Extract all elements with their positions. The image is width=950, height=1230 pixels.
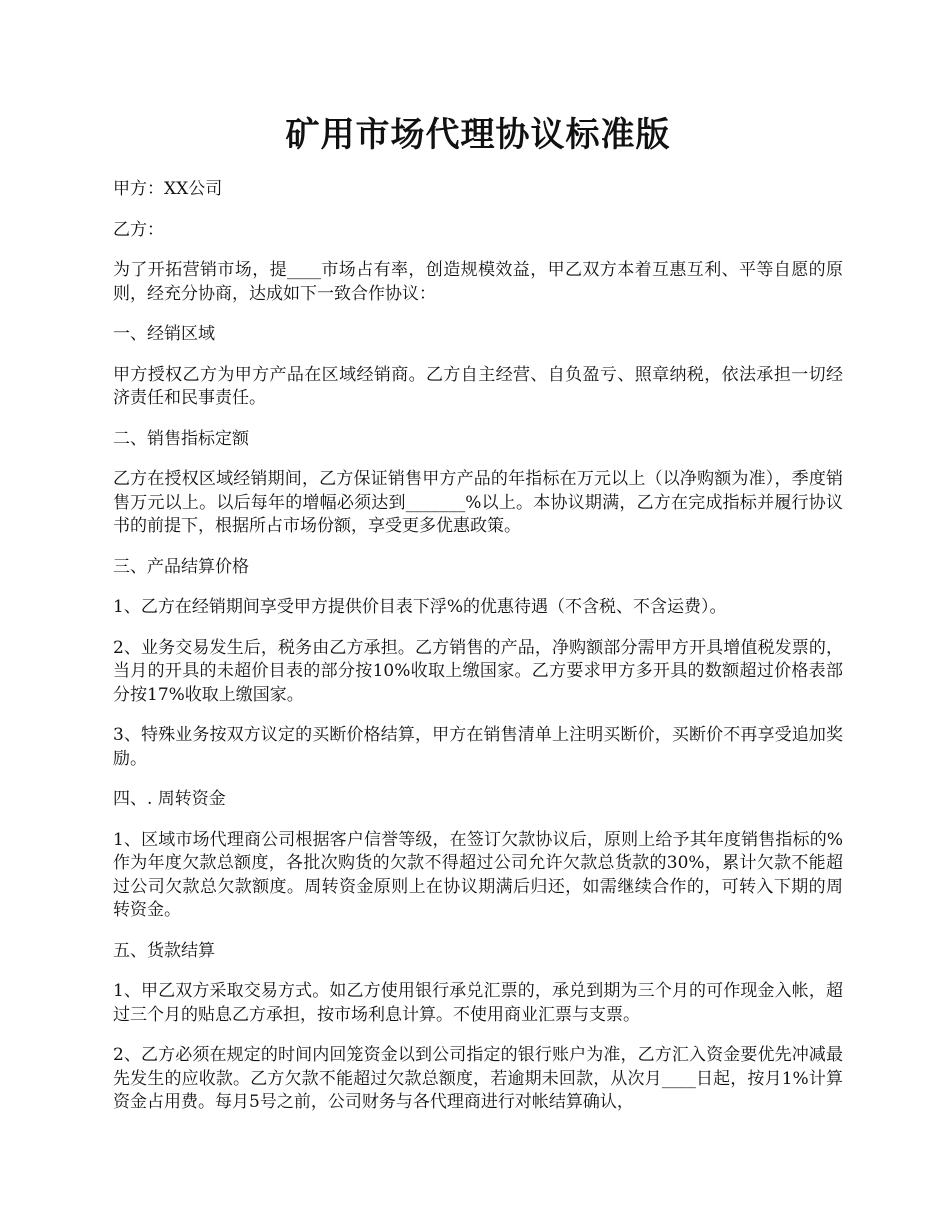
section-heading: 五、货款结算	[113, 940, 215, 961]
document-body	[113, 178, 843, 1132]
section-heading: 三、产品结算价格	[113, 556, 249, 577]
section-paragraph: 1、乙方在经销期间享受甲方提供价目表下浮%的优惠待遇（不含税、不含运费）。	[113, 597, 727, 617]
section-paragraph: 2、业务交易发生后，税务由乙方承担。乙方销售的产品，净购额部分需甲方开具增值税发票的，当月的开具的未超价目表的部分按10%收取上缴国家。乙方要求甲方多开具的数额超过价格表部分按17%收取上缴国家。	[113, 637, 843, 705]
section-paragraph: 乙方在授权区域经销期间，乙方保证销售甲方产品的年指标在万元以上（以净购额为准），季度销售万元以上。以后每年的增幅必须达到_______%以上。本协议期满，乙方在完成指标并履行协议书的前提下，根据所占市场份额，享受更多优惠政策。	[113, 469, 843, 536]
section-paragraph: 3、特殊业务按双方议定的买断价格结算，甲方在销售清单上注明买断价，买断价不再享受追加奖励。	[113, 725, 843, 769]
section-heading: 四、. 周转资金	[113, 789, 226, 809]
section-paragraph: 2、乙方必须在规定的时间内回笼资金以到公司指定的银行账户为准，乙方汇入资金要优先冲减最先发生的应收款。乙方欠款不能超过欠款总额度，若逾期未回款，从次月____日起，按月1%计算资金占用费。每月5号之前，公司财务与各代理商进行对帐结算确认，	[113, 1045, 843, 1112]
section-heading: 一、经销区域	[113, 324, 215, 344]
page-title: 矿用市场代理协议标准版	[285, 115, 671, 155]
party-b-line: 乙方：	[113, 219, 164, 240]
intro-paragraph: 为了开拓营销市场，提____市场占有率，创造规模效益，甲乙双方本着互惠互利、平等自愿的原则，经充分协商，达成如下一致合作协议：	[113, 260, 843, 304]
section-paragraph: 甲方授权乙方为甲方产品在区域经销商。乙方自主经营、自负盈亏、照章纳税，依法承担一切经济责任和民事责任。	[113, 364, 843, 408]
section-heading: 二、销售指标定额	[113, 428, 249, 449]
party-a-line: 甲方：XX公司	[113, 179, 223, 199]
section-paragraph: 1、区域市场代理商公司根据客户信誉等级，在签订欠款协议后，原则上给予其年度销售指标的%作为年度欠款总额度，各批次购货的欠款不得超过公司允许欠款总货款的30%，累计欠款不能超过公司欠款总欠款额度。周转资金原则上在协议期满后归还，如需继续合作的，可转入下期的周转资金。	[113, 829, 843, 920]
section-paragraph: 1、甲乙双方采取交易方式。如乙方使用银行承兑汇票的，承兑到期为三个月的可作现金入帐，超过三个月的贴息乙方承担，按市场利息计算。不使用商业汇票与支票。	[113, 981, 843, 1025]
